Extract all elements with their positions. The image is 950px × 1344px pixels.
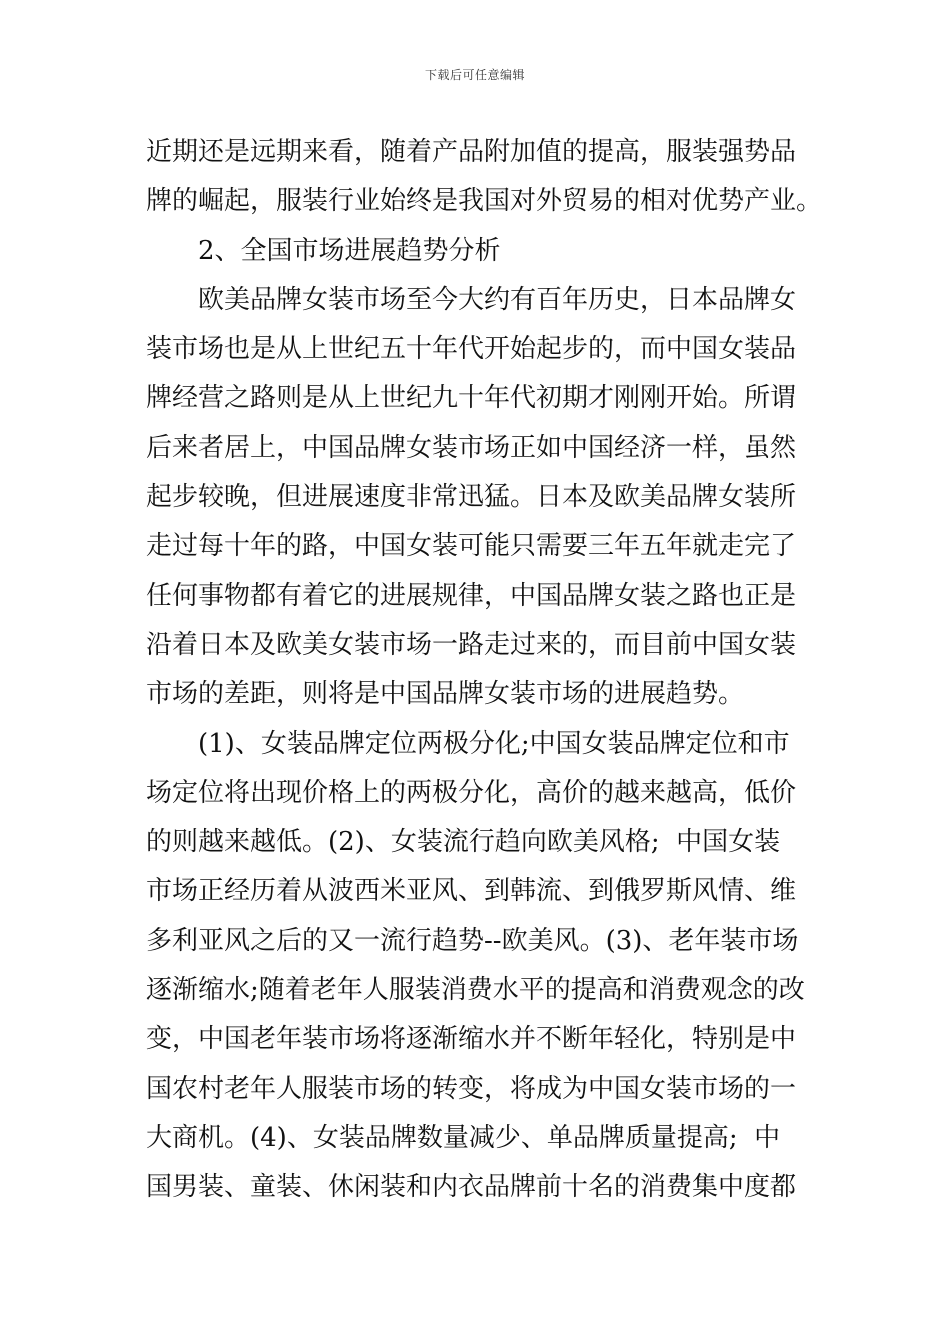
text-line: 任何事物都有着它的进展规律，中国品牌女装之路也正是 <box>146 580 797 611</box>
text-line: 场定位将出现价格上的两极分化，高价的越来越高，低价 <box>146 777 797 808</box>
text-line: 近期还是远期来看，随着产品附加值的提高，服装强势品 <box>146 137 797 167</box>
section-heading: 2、全国市场进展趋势分析 <box>198 235 501 266</box>
text-line: 欧美品牌女装市场至今大约有百年历史，日本品牌女 <box>198 284 797 315</box>
text-line: 走过每十年的路，中国女装可能只需要三年五年就走完了 <box>146 531 797 562</box>
text-line: 市场的差距，则将是中国品牌女装市场的进展趋势。 <box>146 679 745 710</box>
body-text <box>146 128 823 1213</box>
text-line: 市场正经历着从波西米亚风、到韩流、到俄罗斯风情、维 <box>146 876 797 907</box>
text-line: (1)、女装品牌定位两极分化;中国女装品牌定位和市 <box>198 728 790 759</box>
text-line: 牌的崛起，服装行业始终是我国对外贸易的相对优势产业。 <box>146 186 823 217</box>
text-line: 牌经营之路则是从上世纪九十年代初期才刚刚开始。所谓 <box>146 383 797 414</box>
text-line: 装市场也是从上世纪五十年代开始起步的，而中国女装品 <box>146 334 797 365</box>
text-line: 国男装、童装、休闲装和内衣品牌前十名的消费集中度都 <box>146 1172 797 1203</box>
text-line: 国农村老年人服装市场的转变，将成为中国女装市场的一 <box>146 1073 797 1104</box>
text-line: 大商机。(4)、女装品牌数量减少、单品牌质量提高; 中 <box>146 1122 781 1153</box>
page-header-note: 下载后可任意编辑 <box>424 68 525 82</box>
text-line: 后来者居上，中国品牌女装市场正如中国经济一样，虽然 <box>146 432 797 463</box>
text-line: 起步较晚，但进展速度非常迅猛。日本及欧美品牌女装所 <box>146 482 797 513</box>
text-line: 的则越来越低。(2)、女装流行趋向欧美风格; 中国女装 <box>146 827 781 858</box>
text-line: 多利亚风之后的又一流行趋势--欧美风。(3)、老年装市场 <box>146 925 799 956</box>
text-line: 沿着日本及欧美女装市场一路走过来的，而目前中国女装 <box>146 629 797 660</box>
text-line: 变，中国老年装市场将逐渐缩水并不断年轻化，特别是中 <box>146 1024 797 1055</box>
text-line: 逐渐缩水;随着老年人服装消费水平的提高和消费观念的改 <box>146 975 805 1006</box>
